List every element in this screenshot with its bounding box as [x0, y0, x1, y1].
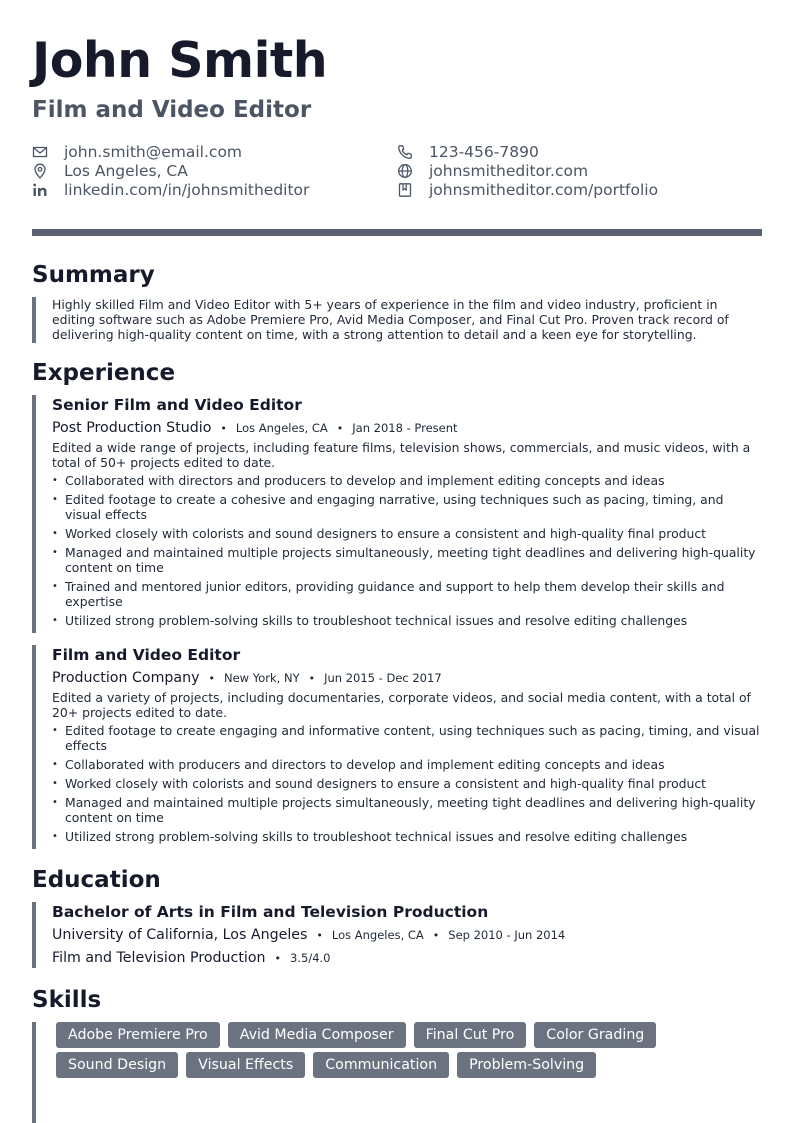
skill-tag: Communication [313, 1052, 449, 1078]
job-location: New York, NY [224, 671, 300, 685]
contact-info [32, 142, 762, 198]
experience-heading: Experience [32, 360, 176, 386]
education-field-meta [52, 948, 762, 969]
contact-email[interactable] [32, 142, 242, 161]
field-of-study: Film and Television Production [52, 950, 266, 966]
job-bullet: • Worked closely with colorists and sound designers to ensure a consistent and high-quality final product [52, 776, 762, 791]
contact-portfolio[interactable] [397, 180, 658, 199]
separator-dot: • [432, 929, 440, 942]
degree-title: Bachelor of Arts in Film and Television Production [52, 903, 489, 921]
job-bullet: • Utilized strong problem-solving skills to troubleshoot technical issues and resolve editing challenges [52, 613, 762, 628]
school-name: University of California, Los Angeles [52, 927, 308, 943]
contact-phone[interactable] [397, 142, 539, 161]
contact-linkedin[interactable] [32, 180, 309, 199]
school-location: Los Angeles, CA [331, 928, 424, 942]
skill-tag: Visual Effects [186, 1052, 305, 1078]
job-bullet: • Collaborated with producers and directors to develop and implement editing concepts and ideas [52, 757, 762, 772]
summary-section [32, 297, 762, 343]
job-bullet: • Utilized strong problem-solving skills to troubleshoot technical issues and resolve editing challenges [52, 829, 762, 844]
job-bullet: • Trained and mentored junior editors, providing guidance and support to help them develop their skills and expertise [52, 579, 762, 609]
linkedin-icon [32, 182, 48, 198]
location-pin-icon [32, 163, 48, 179]
portfolio-text: johnsmitheditor.com/portfolio [429, 180, 659, 199]
education-dates: Sep 2010 - Jun 2014 [448, 928, 566, 942]
mail-icon [32, 144, 48, 160]
skill-tag: Adobe Premiere Pro [56, 1022, 220, 1048]
separator-dot: • [208, 672, 215, 685]
skill-tag: Sound Design [56, 1052, 178, 1078]
education-heading: Education [32, 867, 161, 893]
job-dates: Jun 2015 - Dec 2017 [324, 671, 442, 685]
job-bullet: • Edited footage to create a cohesive and engaging narrative, using techniques such as pacing, timing, and visual effects [52, 492, 762, 522]
job-company: Post Production Studio [52, 420, 212, 436]
job-description: Edited a variety of projects, including documentaries, corporate videos, and social media content, with a total of 20+ projects edited to date. [52, 690, 751, 720]
linkedin-text: linkedin.com/in/johnsmitheditor [64, 180, 310, 199]
phone-icon [397, 144, 413, 160]
separator-dot: • [220, 422, 227, 435]
education-entry [32, 902, 762, 968]
gpa: 3.5/4.0 [290, 951, 331, 965]
job-meta [52, 418, 762, 439]
skills-heading: Skills [32, 987, 102, 1013]
portfolio-book-icon [397, 182, 413, 198]
job-location: Los Angeles, CA [235, 421, 328, 435]
job-bullet: • Worked closely with colorists and sound designers to ensure a consistent and high-quality final product [52, 526, 762, 541]
summary-text: Highly skilled Film and Video Editor with 5+ years of experience in the film and video industry, proficient in editing software such as Adobe Premiere Pro, Avid Media Composer, and Final Cut Pro. Proven track record of delivering high-quality content on time, with a strong attention to detail and a keen eye for storytelling. [52, 297, 729, 342]
contact-location [32, 161, 188, 180]
job-dates: Jan 2018 - Present [352, 421, 458, 435]
separator-dot: • [316, 929, 323, 942]
job-bullets [52, 723, 762, 844]
summary-heading: Summary [32, 262, 155, 288]
contact-website[interactable] [397, 161, 588, 180]
skill-tag: Color Grading [534, 1022, 656, 1048]
separator-dot: • [308, 672, 316, 685]
job-title: Senior Film and Video Editor [52, 396, 302, 414]
location-text: Los Angeles, CA [64, 161, 188, 180]
separator-dot: • [274, 952, 282, 965]
job-bullet: • Managed and maintained multiple projects simultaneously, meeting tight deadlines and delivering high-quality content on time [52, 545, 762, 575]
resume-header [32, 30, 762, 198]
skill-tag: Final Cut Pro [414, 1022, 527, 1048]
skill-tag: Problem-Solving [457, 1052, 596, 1078]
experience-job [32, 395, 762, 633]
email-text: john.smith@email.com [64, 142, 243, 161]
skills-list [36, 1022, 676, 1082]
candidate-title: Film and Video Editor [32, 97, 312, 123]
job-bullet: • Edited footage to create engaging and informative content, using techniques such as pacing, timing, and visual effects [52, 723, 762, 753]
job-company: Production Company [52, 670, 200, 686]
separator-dot: • [336, 422, 344, 435]
website-text: johnsmitheditor.com [429, 161, 589, 180]
candidate-name: John Smith [32, 32, 328, 89]
job-bullet: • Managed and maintained multiple projects simultaneously, meeting tight deadlines and delivering high-quality content on time [52, 795, 762, 825]
job-bullets [52, 473, 762, 628]
education-meta [52, 925, 762, 946]
skill-tag: Avid Media Composer [228, 1022, 406, 1048]
header-divider [32, 229, 762, 236]
job-meta [52, 668, 762, 689]
skills-section [32, 1022, 762, 1123]
phone-text: 123-456-7890 [429, 142, 539, 161]
experience-job [32, 645, 762, 849]
job-description: Edited a wide range of projects, including feature films, television shows, commercials, and music videos, with a total of 50+ projects edited to date. [52, 440, 751, 470]
job-bullet: • Collaborated with directors and producers to develop and implement editing concepts and ideas [52, 473, 762, 488]
globe-icon [397, 163, 413, 179]
job-title: Film and Video Editor [52, 646, 241, 664]
